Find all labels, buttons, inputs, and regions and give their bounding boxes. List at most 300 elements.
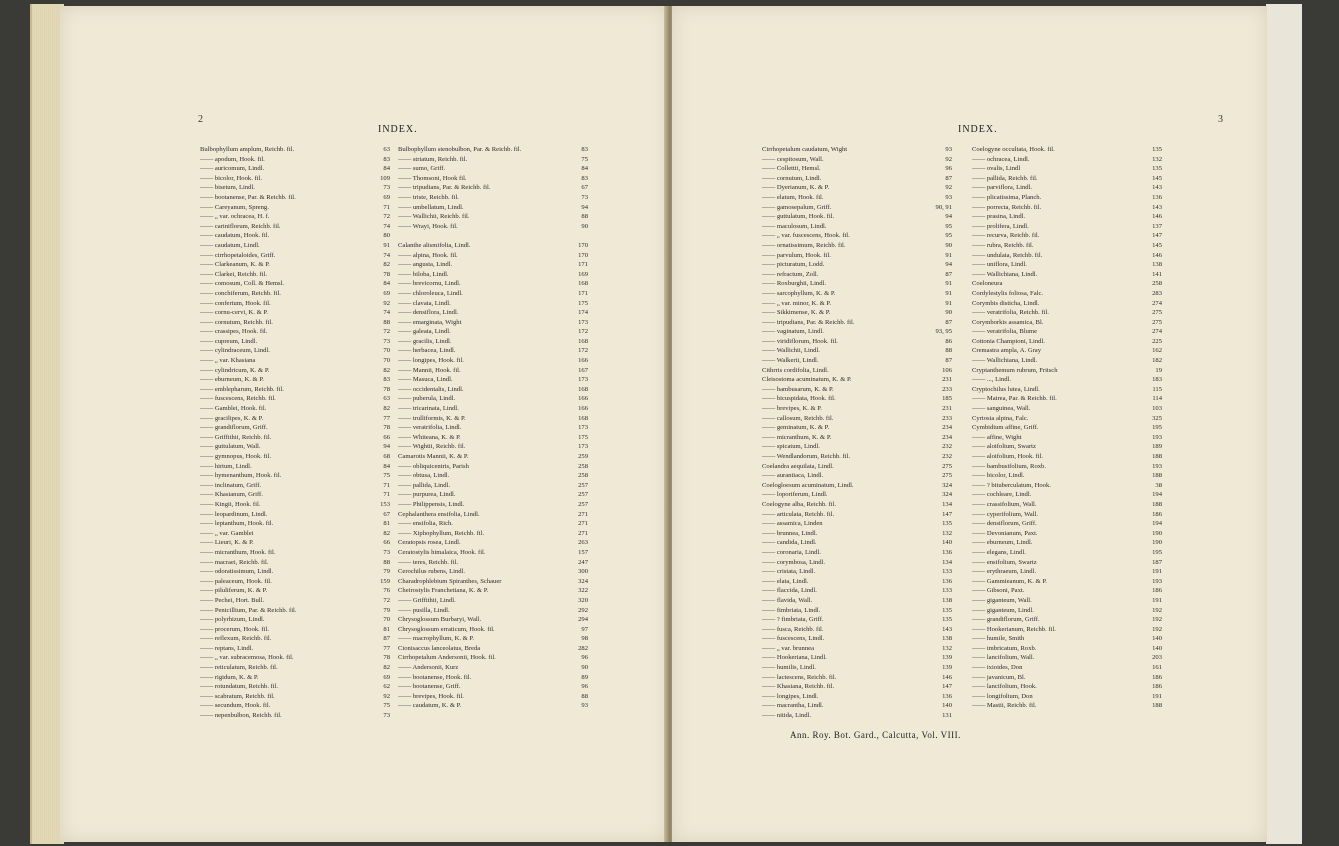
entry-page-number: 257	[578, 500, 588, 508]
entry-page-number: 83	[581, 174, 588, 182]
entry-label: —— cristata, Lindl.	[762, 568, 816, 576]
entry-page-number: 86	[945, 337, 952, 345]
entry-label: —— emarginata, Wight	[398, 318, 462, 326]
index-entry	[972, 279, 1162, 289]
entry-label: —— cyperifolium, Wall.	[972, 510, 1039, 518]
entry-page-number: 92	[383, 692, 390, 700]
entry-label: —— bootanense, Griff.	[398, 683, 461, 691]
index-entry	[972, 212, 1162, 222]
entry-page-number: 69	[383, 289, 390, 297]
entry-page-number: 91	[945, 251, 952, 259]
entry-page-number: 324	[942, 491, 952, 499]
left-page	[60, 6, 668, 842]
entry-page-number: 258	[578, 462, 588, 470]
entry-label: —— bicolor, Lindl.	[972, 472, 1025, 480]
entry-label: —— articulata, Reichb. fil.	[762, 510, 835, 518]
entry-page-number: 78	[383, 424, 390, 432]
entry-page-number: 134	[942, 500, 952, 508]
index-entry	[200, 346, 390, 356]
entry-page-number: 300	[578, 568, 588, 576]
entry-page-number: 231	[942, 405, 952, 413]
index-entry	[762, 596, 952, 606]
entry-label: —— aloifolium, Swartz	[972, 443, 1036, 451]
index-entry	[200, 529, 390, 539]
entry-page-number: 175	[578, 299, 588, 307]
entry-page-number: 271	[578, 520, 588, 528]
entry-label: —— crassifolium, Wall.	[972, 500, 1037, 508]
entry-page-number: 170	[578, 241, 588, 249]
index-entry	[200, 289, 390, 299]
index-entry	[200, 462, 390, 472]
entry-label: —— Mannii, Hook. fil.	[398, 366, 461, 374]
index-entry	[972, 663, 1162, 673]
index-entry	[200, 241, 390, 251]
entry-label: Cionisaccus lanceolatus, Breda	[398, 644, 481, 652]
index-entry	[762, 222, 952, 232]
entry-label: —— obliquicentris, Parish	[398, 462, 469, 470]
index-entry	[200, 433, 390, 443]
index-entry	[972, 375, 1162, 385]
index-entry	[762, 145, 952, 155]
entry-label: —— Whiteana, K. & P.	[398, 433, 461, 441]
entry-page-number: 96	[581, 654, 588, 662]
index-entry	[972, 423, 1162, 433]
entry-page-number: 109	[380, 174, 390, 182]
index-entry	[200, 653, 390, 663]
entry-label: —— scabratum, Reichb. fil.	[200, 692, 275, 700]
index-entry	[762, 183, 952, 193]
entry-label: Cheirostylis Franchetiana, K. & P.	[398, 587, 489, 595]
entry-page-number: 90	[945, 309, 952, 317]
index-entry	[398, 481, 588, 491]
index-entry	[762, 625, 952, 635]
entry-page-number: 143	[1152, 203, 1162, 211]
entry-label: Cremastra ampla, A. Gray	[972, 347, 1042, 355]
entry-label: —— Kingii, Hook. fil.	[200, 500, 261, 508]
index-entry	[972, 701, 1162, 711]
entry-label: —— assamica, Linden	[762, 520, 823, 528]
entry-label: —— macraei, Reichb. fil.	[200, 558, 269, 566]
index-entry	[972, 174, 1162, 184]
entry-page-number: 247	[578, 558, 588, 566]
entry-label: —— cornutum, Reichb. fil.	[200, 318, 273, 326]
index-entry	[200, 155, 390, 165]
index-column-left-2	[398, 145, 588, 711]
entry-page-number: 166	[578, 395, 588, 403]
index-entry	[398, 308, 588, 318]
entry-label: —— prasina, Lindl.	[972, 213, 1026, 221]
index-entry	[762, 308, 952, 318]
index-entry	[972, 692, 1162, 702]
index-entry	[200, 279, 390, 289]
entry-label: —— cylindricum, K. & P.	[200, 366, 270, 374]
entry-label: —— guttulatum, Wall.	[200, 443, 261, 451]
entry-label: Bulbophyllum stenobulbon, Par. & Reichb. fil.	[398, 146, 522, 153]
index-entry	[200, 615, 390, 625]
entry-page-number: 168	[578, 280, 588, 288]
entry-page-number: 84	[383, 165, 390, 173]
entry-label: —— giganteum, Wall.	[972, 596, 1032, 604]
entry-label: —— ensifolium, Swartz	[972, 558, 1037, 566]
index-entry	[762, 442, 952, 452]
index-entry	[398, 279, 588, 289]
entry-label: —— triste, Reichb. fil.	[398, 193, 459, 201]
entry-page-number: 98	[581, 635, 588, 643]
entry-label: —— uniflora, Lindl.	[972, 261, 1027, 269]
entry-label: —— „ var. minor, K. & P.	[762, 299, 831, 307]
entry-page-number: 275	[942, 462, 952, 470]
entry-page-number: 186	[1152, 673, 1162, 681]
index-entry	[762, 404, 952, 414]
entry-page-number: 82	[383, 261, 390, 269]
entry-label: —— bambusarum, K. & P.	[762, 385, 834, 393]
index-entry	[200, 692, 390, 702]
index-entry	[398, 414, 588, 424]
entry-label	[398, 231, 570, 241]
entry-page-number: 193	[1152, 462, 1162, 470]
index-entry	[200, 385, 390, 395]
entry-page-number: 324	[942, 481, 952, 489]
entry-label: —— tricarinata, Lindl.	[398, 405, 459, 413]
entry-label: —— humilis, Lindl.	[762, 664, 816, 672]
index-entry	[972, 596, 1162, 606]
entry-page-number: 77	[383, 414, 390, 422]
entry-page-number: 74	[383, 222, 390, 230]
index-entry	[200, 394, 390, 404]
entry-page-number: 143	[1152, 184, 1162, 192]
entry-label: —— parviflora, Lindl.	[972, 184, 1033, 192]
entry-label: —— hymenanthum, Hook. fil.	[200, 472, 282, 480]
entry-page-number	[570, 231, 588, 241]
entry-label: —— „ var. fuscescens, Hook. fil.	[762, 232, 850, 240]
entry-page-number: 194	[1152, 520, 1162, 528]
index-entry	[762, 414, 952, 424]
entry-label: —— Walkerii, Lindl.	[762, 357, 819, 365]
entry-label: —— giganteum, Lindl.	[972, 606, 1034, 614]
index-entry	[200, 231, 390, 241]
entry-label: —— caudatum, Lindl.	[200, 241, 260, 249]
entry-page-number: 173	[578, 376, 588, 384]
entry-page-number: 188	[1152, 453, 1162, 460]
index-entry	[972, 490, 1162, 500]
index-entry	[398, 634, 588, 644]
index-entry	[762, 385, 952, 395]
entry-label: —— Mairea, Par. & Reichb. fil.	[972, 395, 1057, 403]
entry-page-number: 192	[1152, 606, 1162, 614]
entry-page-number: 135	[1152, 146, 1162, 153]
entry-label: —— plicatissima, Planch.	[972, 193, 1042, 201]
entry-page-number: 103	[1152, 405, 1162, 413]
entry-page-number: 66	[383, 433, 390, 441]
index-entry	[398, 337, 588, 347]
entry-page-number: 70	[383, 357, 390, 365]
entry-page-number: 74	[383, 309, 390, 317]
index-entry	[762, 711, 952, 721]
entry-page-number: 138	[1152, 261, 1162, 269]
index-entry	[398, 423, 588, 433]
entry-label: —— Clarkei, Reichb. fil.	[200, 270, 268, 278]
entry-page-number: 188	[1152, 500, 1162, 508]
entry-page-number: 232	[942, 453, 952, 460]
entry-label: Cleisostoma acuminatum, K. & P.	[762, 376, 852, 384]
entry-page-number: 271	[578, 510, 588, 518]
index-entry	[398, 241, 588, 251]
index-entry	[398, 356, 588, 366]
entry-label: —— teres, Reichb. fil.	[398, 558, 459, 566]
entry-label: —— humile, Smith	[972, 635, 1025, 643]
entry-label: —— erythraeum, Lindl.	[972, 568, 1037, 576]
entry-page-number: 186	[1152, 510, 1162, 518]
entry-page-number: 225	[1152, 337, 1162, 345]
entry-page-number: 19	[1155, 366, 1162, 374]
index-entry	[200, 682, 390, 692]
index-entry	[972, 251, 1162, 261]
index-entry	[762, 471, 952, 481]
entry-page-number: 137	[1152, 222, 1162, 230]
entry-label: Cymbidium affine, Griff.	[972, 424, 1039, 432]
entry-label: —— macrophyllum, K. & P.	[398, 635, 475, 643]
entry-page-number: 131	[942, 712, 952, 720]
entry-label: —— tripudians, Par. & Reichb. fil.	[398, 184, 491, 192]
entry-page-number: 135	[1152, 165, 1162, 173]
index-entry	[972, 529, 1162, 539]
entry-page-number: 93	[945, 193, 952, 201]
index-entry	[200, 356, 390, 366]
entry-label: —— alpina, Hook. fil.	[398, 251, 458, 259]
entry-label: —— reflexum, Reichb. fil.	[200, 635, 272, 643]
entry-label: —— gymnopus, Hook. fil.	[200, 453, 272, 460]
entry-label: —— macrantha, Lindl.	[762, 702, 824, 710]
entry-page-number: 166	[578, 357, 588, 365]
entry-page-number: 173	[578, 318, 588, 326]
index-entry	[972, 356, 1162, 366]
entry-page-number: 75	[581, 155, 588, 163]
entry-page-number: 72	[383, 596, 390, 604]
index-entry	[398, 673, 588, 683]
index-entry	[972, 577, 1162, 587]
entry-page-number: 263	[578, 539, 588, 547]
index-entry	[972, 203, 1162, 213]
entry-label: —— densiflora, Lindl.	[398, 309, 459, 317]
entry-page-number: 134	[942, 558, 952, 566]
index-entry	[762, 318, 952, 328]
index-entry	[200, 337, 390, 347]
index-entry	[972, 404, 1162, 414]
entry-page-number: 72	[383, 328, 390, 336]
running-head-right: INDEX.	[958, 124, 998, 135]
entry-page-number: 78	[383, 270, 390, 278]
index-entry	[398, 529, 588, 539]
index-entry	[200, 414, 390, 424]
entry-page-number: 91	[945, 299, 952, 307]
entry-label: —— lancifolium, Hook.	[972, 683, 1037, 691]
index-entry	[200, 711, 390, 721]
index-entry	[762, 356, 952, 366]
entry-page-number: 233	[942, 414, 952, 422]
index-entry	[972, 644, 1162, 654]
entry-label: —— guttulatum, Hook. fil.	[762, 213, 835, 221]
entry-label: —— elata, Lindl.	[762, 577, 809, 585]
entry-label: —— brevipes, Hook. fil.	[398, 692, 464, 700]
entry-page-number: 92	[945, 184, 952, 192]
index-entry	[762, 644, 952, 654]
entry-page-number: 87	[945, 357, 952, 365]
entry-page-number: 87	[383, 635, 390, 643]
entry-label: —— bisetum, Lindl.	[200, 184, 255, 192]
entry-label: Cephalanthera ensifolia, Lindl.	[398, 510, 480, 518]
index-entry	[762, 164, 952, 174]
entry-label: —— brevipes, K. & P.	[762, 405, 822, 413]
entry-page-number: 38	[1155, 481, 1162, 489]
entry-label: —— bootanense, Hook. fil.	[398, 673, 472, 681]
entry-label: —— picturatum, Lodd.	[762, 261, 825, 269]
entry-page-number: 234	[942, 433, 952, 441]
entry-label: Cottonia Championi, Lindl.	[972, 337, 1045, 345]
entry-label: Cirrhopetalum Andersonii, Hook. fil.	[398, 654, 496, 662]
entry-label: —— micranthum, K. & P.	[762, 433, 832, 441]
entry-page-number: 135	[942, 606, 952, 614]
index-entry	[200, 212, 390, 222]
entry-label: —— Wrayi, Hook. fil.	[398, 222, 458, 230]
entry-page-number: 139	[942, 654, 952, 662]
entry-page-number: 68	[383, 453, 390, 460]
entry-page-number: 192	[1152, 616, 1162, 624]
index-entry	[200, 318, 390, 328]
entry-page-number: 175	[578, 433, 588, 441]
entry-page-number: 140	[1152, 635, 1162, 643]
entry-label: —— javanicum, Bl.	[972, 673, 1026, 681]
entry-page-number: 95	[945, 222, 952, 230]
index-entry	[762, 289, 952, 299]
index-entry	[398, 548, 588, 558]
entry-page-number: 146	[942, 673, 952, 681]
index-entry	[200, 567, 390, 577]
entry-label: —— secundum, Hook. fil.	[200, 702, 271, 710]
index-entry	[762, 577, 952, 587]
entry-page-number: 74	[383, 251, 390, 259]
index-entry	[398, 203, 588, 213]
index-entry	[972, 337, 1162, 347]
page-edges-left	[30, 4, 64, 844]
index-entry	[200, 596, 390, 606]
entry-label: Camarotis Mannii, K. & P.	[398, 453, 469, 460]
entry-label: —— piluliferum, K. & P.	[200, 587, 268, 595]
index-entry	[398, 270, 588, 280]
entry-page-number: 185	[942, 395, 952, 403]
entry-label: —— gracilis, Lindl.	[398, 337, 452, 345]
entry-page-number: 69	[383, 193, 390, 201]
entry-label: —— apodum, Hook. fil.	[200, 155, 265, 163]
index-entry	[972, 222, 1162, 232]
entry-label: —— gamosepalum, Griff.	[762, 203, 832, 211]
index-entry	[762, 452, 952, 462]
entry-page-number: 147	[942, 683, 952, 691]
entry-label: —— brevicornu, Lindl.	[398, 280, 461, 288]
index-entry	[762, 366, 952, 376]
entry-label: —— Mastii, Reichb. fil.	[972, 702, 1037, 710]
entry-page-number: 133	[942, 568, 952, 576]
entry-label: —— pusilla, Lindl.	[398, 606, 450, 614]
entry-page-number: 90, 91	[935, 203, 952, 211]
entry-page-number: 322	[578, 587, 588, 595]
index-entry	[762, 241, 952, 251]
index-entry	[972, 231, 1162, 241]
entry-label: —— cornu-cervi, K. & P.	[200, 309, 268, 317]
entry-label: Cyrtosia alpina, Falc.	[972, 414, 1029, 422]
index-entry	[200, 663, 390, 673]
index-entry	[762, 193, 952, 203]
entry-page-number: 274	[1152, 299, 1162, 307]
page-number-right: 3	[1218, 114, 1223, 125]
entry-label: Cithrris cordifolia, Lindl.	[762, 366, 829, 374]
entry-label: —— aurantiaca, Lindl.	[762, 472, 824, 480]
index-entry	[200, 673, 390, 683]
entry-label: —— lactescens, Reichb. fil.	[762, 673, 837, 681]
entry-label: —— bicolor, Hook. fil.	[200, 174, 263, 182]
index-entry	[398, 442, 588, 452]
entry-label: —— ? fimbriata, Griff.	[762, 616, 824, 624]
entry-page-number: 282	[578, 644, 588, 652]
entry-page-number: 147	[1152, 232, 1162, 240]
entry-page-number: 275	[942, 472, 952, 480]
entry-label: —— Hookerianum, Reichb. fil.	[972, 625, 1056, 633]
journal-footer: Ann. Roy. Bot. Gard., Calcutta, Vol. VIII.	[790, 730, 961, 740]
entry-label: —— purpurea, Lindl.	[398, 491, 456, 499]
index-entry	[972, 414, 1162, 424]
entry-page-number: 172	[578, 328, 588, 336]
entry-label: —— Wendlandorum, Reichb. fil.	[762, 453, 850, 460]
entry-label: —— trulliformis, K. & P.	[398, 414, 466, 422]
entry-page-number: 191	[1152, 568, 1162, 576]
index-entry	[398, 510, 588, 520]
entry-label: —— nitida, Lindl.	[762, 712, 812, 720]
entry-page-number: 191	[1152, 692, 1162, 700]
entry-label: —— Thomsoni, Hook fil.	[398, 174, 467, 182]
entry-label: Ceratostylis himalaica, Hook. fil.	[398, 548, 486, 556]
entry-page-number: 188	[1152, 702, 1162, 710]
entry-page-number: 138	[942, 635, 952, 643]
entry-page-number: 233	[942, 385, 952, 393]
index-entry	[972, 634, 1162, 644]
entry-label: —— Lieuri, K. & P.	[200, 539, 254, 547]
entry-page-number: 91	[383, 241, 390, 249]
index-entry	[200, 308, 390, 318]
entry-page-number: 193	[1152, 433, 1162, 441]
index-entry	[762, 251, 952, 261]
right-page	[672, 6, 1267, 842]
entry-page-number: 135	[942, 520, 952, 528]
entry-label: —— ensifolia, Rich.	[398, 520, 453, 528]
entry-label: —— inclinatum, Griff.	[200, 481, 262, 489]
entry-label: Calanthe alismifolia, Lindl.	[398, 241, 471, 249]
entry-label: —— flaccida, Lindl.	[762, 587, 817, 595]
entry-page-number: 195	[1152, 424, 1162, 432]
entry-page-number: 166	[578, 405, 588, 413]
index-entry	[972, 270, 1162, 280]
entry-label: —— nepenbulbon, Reichb. fil.	[200, 712, 282, 720]
entry-label: —— loporiferum, Lindl.	[762, 491, 828, 499]
entry-label: —— Pechei, Hort. Bull.	[200, 596, 265, 604]
index-entry	[762, 567, 952, 577]
index-column-left-1	[200, 145, 390, 721]
entry-label: —— Dyerianum, K. & P.	[762, 184, 830, 192]
index-entry	[972, 615, 1162, 625]
entry-page-number: 87	[945, 318, 952, 326]
index-entry	[972, 586, 1162, 596]
index-entry	[398, 394, 588, 404]
entry-label: —— longifolium, Don	[972, 692, 1033, 700]
entry-label: —— ..., Lindl.	[972, 376, 1012, 384]
